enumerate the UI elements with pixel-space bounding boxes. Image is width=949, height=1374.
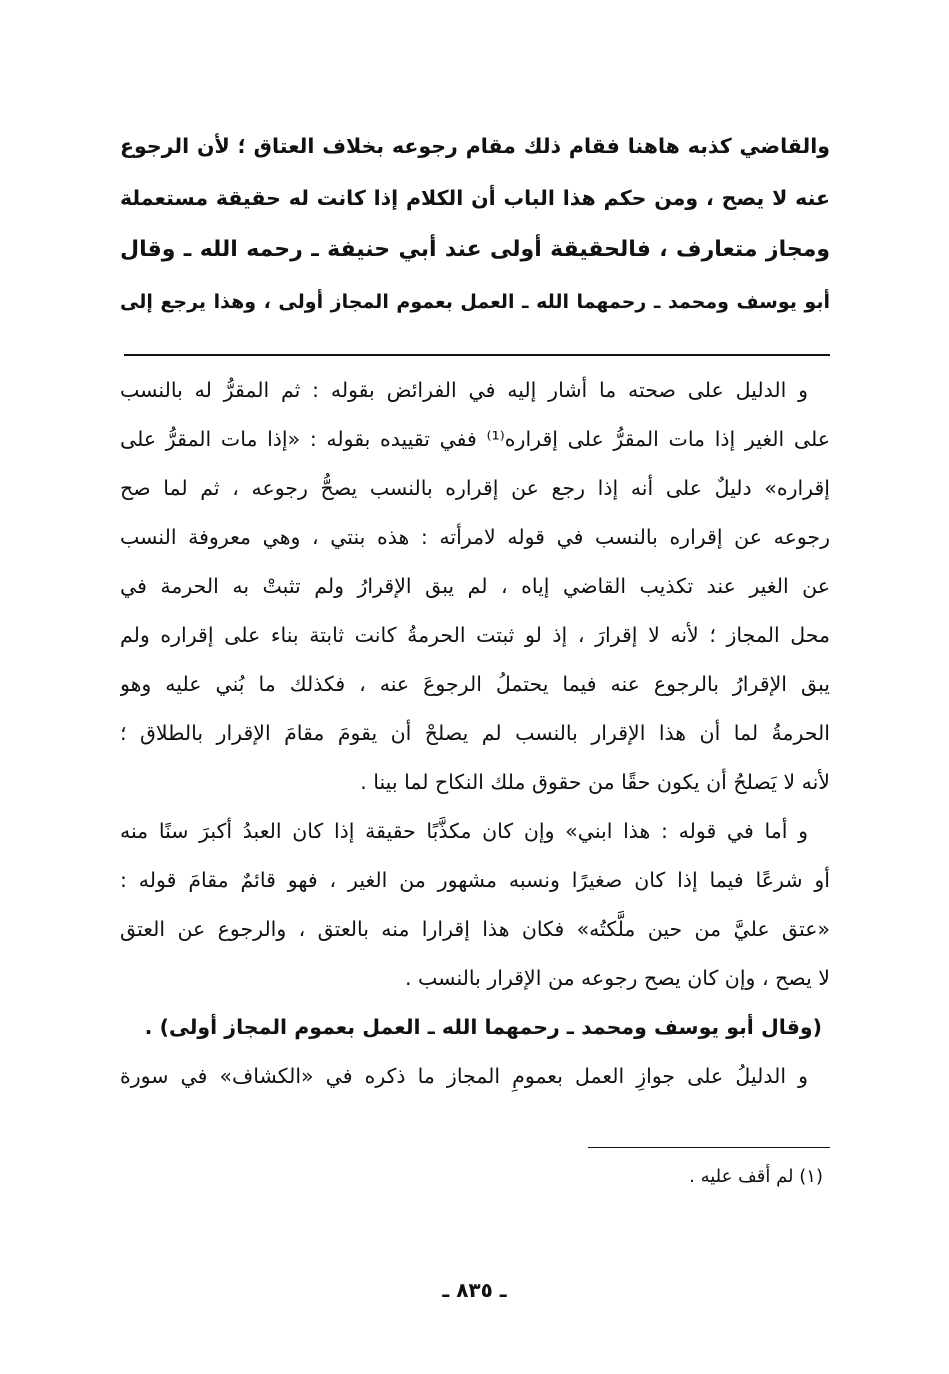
commentary-line: «عتق عليَّ من حين ملَّكتُه» فكان هذا إقرارا منه بالعتق ، والرجوع عن العتق (120, 917, 830, 941)
commentary-line: لأنه لا يَصلحُ أن يكون حقًا من حقوق ملك النكاح لما بينا . (360, 770, 830, 794)
footnote (323, 1160, 823, 1194)
commentary-line: و الدليلُ على جوازِ العمل بعمومِ المجاز ما ذكره في «الكشاف» في سورة (120, 1064, 808, 1088)
commentary-line: رجوعه عن إقراره بالنسب في قوله لامرأته : هذه بنتي ، وهي معروفة النسب (120, 525, 830, 549)
commentary-line: و الدليل على صحته ما أشار إليه في الفرائض بقوله : ثم المقرُّ له بالنسب (120, 378, 808, 402)
commentary-text (120, 366, 830, 1101)
main-text-line: عنه لا يصح ، ومن حكم هذا الباب أن الكلام إذا كانت له حقيقة مستعملة (120, 186, 830, 210)
commentary-line: إقراره» دليلٌ على أنه إذا رجع عن إقراره بالنسب يصحُّ رجوعه ، ثم لما صح (120, 476, 830, 500)
commentary-line: الحرمةُ لما أن هذا الإقرار بالنسب لم يصلحْ أن يقومَ مقامَ الإقرار بالطلاق ؛ (120, 721, 830, 745)
commentary-line: أو شرعًا فيما إذا كان صغيرًا ونسبه مشهور من الغير ، فهو قائمٌ مقامَ قوله : (120, 868, 830, 892)
commentary-line: محل المجاز ؛ لأنه لا إقرارَ ، إذ لو ثبتت الحرمةُ كانت ثابتة بناء على إقراره ولم (120, 623, 830, 647)
footnote-marker: (١) (799, 1166, 823, 1187)
commentary-line: و أما في قوله : هذا ابني» وإن كان مكذَّبًا حقيقة إذا كان العبدُ أكبرَ سنًا منه (120, 819, 808, 843)
footnote-divider (588, 1147, 830, 1148)
commentary-line: لا يصح ، وإن كان يصح رجوعه من الإقرار بالنسب . (405, 966, 830, 990)
main-text-divider (124, 354, 830, 356)
main-text-line: أبو يوسف ومحمد ـ رحمهما الله ـ العمل بعموم المجاز أولى ، وهذا يرجع إلى (120, 291, 830, 313)
main-text (120, 120, 830, 328)
footnote-text: لم أقف عليه . (689, 1166, 794, 1187)
main-text-line: والقاضي كذبه هاهنا فقام ذلك مقام رجوعه بخلاف العتاق ؛ لأن الرجوع (120, 134, 830, 158)
main-text-line: ومجاز متعارف ، فالحقيقة أولى عند أبي حنيفة ـ رحمه الله ـ وقال (120, 237, 830, 262)
commentary-line: على الغير إذا مات المقرُّ على إقراره⁽¹⁾ ففي تقييده بقوله : «إذا مات المقرُّ على (120, 427, 830, 451)
quoted-main-text-line: (وقال أبو يوسف ومحمد ـ رحمهما الله ـ العمل بعموم المجاز أولى) . (144, 1015, 822, 1039)
commentary-line: يبق الإقرارُ بالرجوع عنه فيما يحتملُ الرجوعَ عنه ، فكذلك ما بُني عليه وهو (120, 672, 830, 696)
page-number: ـ ٨٣٥ ـ (442, 1278, 507, 1302)
commentary-line: عن الغير عند تكذيب القاضي إياه ، لم يبق الإقرارُ ولم تثبتْ به الحرمة في (120, 574, 830, 598)
